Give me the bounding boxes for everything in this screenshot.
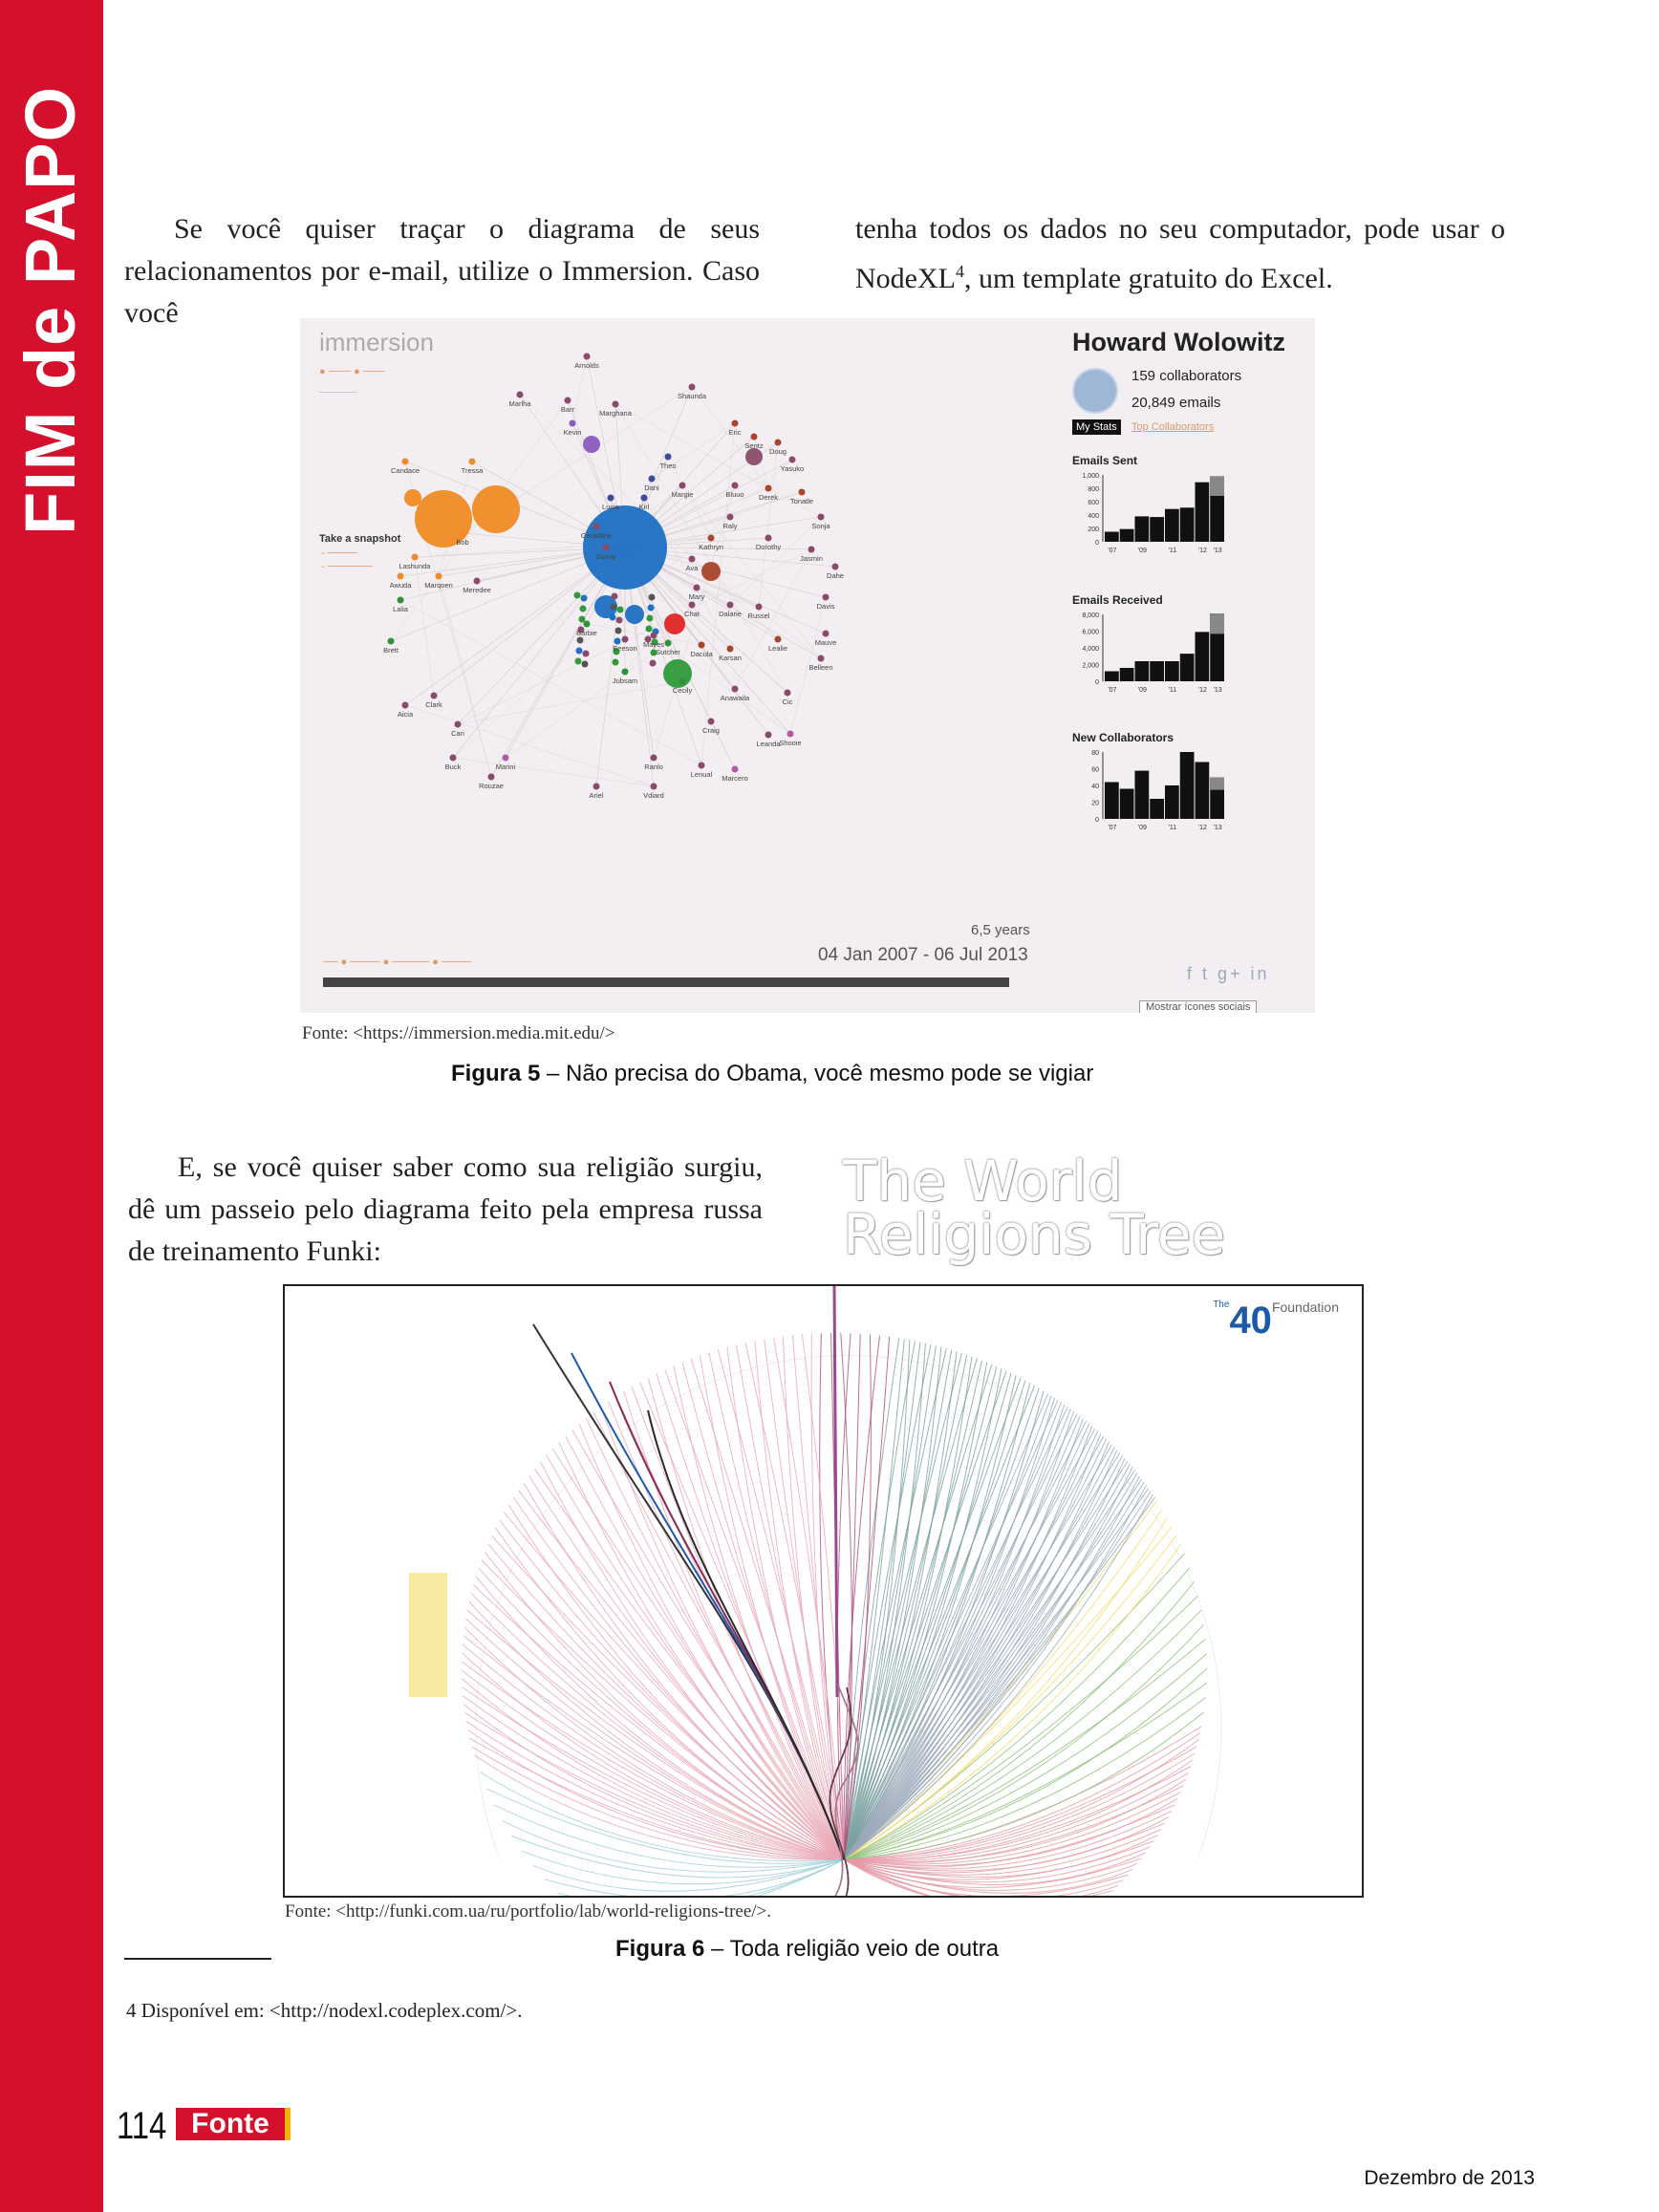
contact-node: [610, 614, 616, 621]
contact-node: [565, 397, 571, 404]
contact-node: [727, 646, 734, 653]
contact-label: Marlha: [508, 399, 531, 408]
contact-label: Karsan: [719, 654, 742, 662]
contact-node: [649, 476, 656, 483]
contact-label: Dalarie: [719, 610, 742, 618]
figure-5-source: Fonte: <https://immersion.media.mit.edu/>: [302, 1023, 615, 1043]
contact-node: [570, 420, 576, 427]
contact-label: Craig: [702, 726, 720, 735]
emails-sent-chart: [1065, 469, 1256, 565]
contact-node: [503, 755, 509, 762]
contact-label: Chat: [684, 610, 700, 618]
chart-title-received: Emails Received: [1072, 593, 1163, 607]
contact-node: [646, 626, 653, 633]
edge: [415, 557, 434, 696]
figure-5-caption-text: – Não precisa do Obama, você mesmo pode se vigiar: [540, 1061, 1094, 1086]
bar: [1196, 483, 1210, 542]
snapshot-label: Take a snapshot: [319, 533, 401, 545]
contact-label: Mary: [688, 592, 705, 601]
chart-title-sent: Emails Sent: [1072, 454, 1138, 467]
religion-branch: [579, 1424, 844, 1859]
contact-node: [732, 686, 739, 693]
contact-label: Jubsam: [612, 676, 638, 685]
edge: [759, 442, 778, 607]
x-tick-label: '09: [1137, 825, 1147, 831]
contact-label: Lashunda: [399, 562, 431, 570]
x-tick-label: '07: [1108, 687, 1117, 694]
immersion-logo: immersion: [319, 328, 434, 356]
contact-node: [775, 440, 782, 446]
contact-bubble: [745, 448, 763, 465]
contact-node: [582, 661, 589, 668]
contact-node: [818, 655, 825, 662]
contact-node: [574, 592, 581, 599]
emails-count: 20,849 emails: [1131, 395, 1221, 411]
contact-node: [436, 573, 442, 580]
contact-node: [583, 651, 590, 657]
contact-bubble: [625, 605, 644, 624]
contact-label: Derek: [758, 493, 779, 502]
bar: [1180, 507, 1195, 542]
x-tick-label: '11: [1168, 548, 1177, 554]
contact-label: Yasuko: [780, 464, 805, 473]
contact-label: Brett: [383, 646, 399, 655]
bar: [1165, 509, 1179, 542]
contact-node: [679, 483, 686, 489]
time-filter-links[interactable]: ── ● ──── ● ───── ● ────: [323, 956, 472, 968]
contact-label: Russel: [747, 612, 770, 620]
contact-node: [641, 495, 648, 502]
figure-6-caption-text: – Toda religião veio de outra: [704, 1936, 1000, 1962]
time-span-dates: 04 Jan 2007 - 06 Jul 2013: [818, 945, 1028, 965]
contact-label: Marcero: [722, 774, 748, 783]
contact-node: [576, 648, 583, 655]
contact-node: [450, 755, 457, 762]
contact-label: Meredee: [463, 586, 491, 594]
figure-6-label: Figura 6: [615, 1936, 705, 1962]
contact-node: [613, 659, 619, 666]
contact-node: [603, 545, 610, 551]
network-graph: [300, 337, 1026, 939]
bar: [1105, 532, 1119, 543]
bar: [1196, 762, 1210, 820]
figure-6-source: Fonte: <http://funki.com.ua/ru/portfolio/lab/world-religions-tree/>.: [285, 1901, 772, 1922]
contact-node: [647, 615, 654, 622]
contact-node: [579, 616, 586, 623]
contact-label: Cari: [451, 729, 464, 738]
bar: [1120, 789, 1134, 820]
contact-label: Eric: [728, 428, 742, 437]
contact-label: Raly: [722, 522, 738, 530]
contact-node: [584, 354, 591, 360]
bar: [1180, 654, 1195, 681]
contact-label: Anawaila: [720, 694, 750, 702]
y-tick-label: 2,000: [1082, 662, 1099, 670]
contact-node: [832, 564, 839, 570]
paragraph-2: E, se você quiser saber como sua religião surgiu, dê um passeio pelo diagrama feito pela empresa russa de treinamento Funki:: [128, 1151, 763, 1267]
contact-label: Ava: [685, 564, 699, 572]
show-social-button[interactable]: Mostrar ícones sociais: [1139, 1000, 1257, 1013]
contact-label: Tonatle: [789, 497, 814, 505]
yellow-root-band: [409, 1573, 447, 1697]
contact-label: Tressa: [461, 466, 484, 475]
contact-bubble: [664, 613, 685, 634]
contact-node: [517, 392, 524, 398]
y-tick-label: 1,000: [1082, 473, 1099, 480]
religion-branch: [511, 1836, 844, 1879]
contact-node: [617, 607, 624, 613]
contact-label: Geraldine: [580, 531, 613, 540]
contact-label: Marini: [495, 762, 516, 771]
contact-node: [765, 535, 772, 542]
contact-node: [689, 384, 696, 391]
contact-label: Lalia: [393, 605, 408, 613]
tree-title: [843, 1149, 1226, 1267]
edge: [439, 576, 491, 777]
contact-label: Kirl: [638, 503, 650, 511]
contact-node: [699, 762, 705, 769]
bar: [1165, 661, 1179, 681]
contact-label: Vdiard: [643, 791, 664, 800]
bar: [1180, 752, 1195, 819]
time-slider[interactable]: [323, 977, 1009, 987]
contact-node: [789, 457, 796, 463]
contact-label: Leanda: [756, 740, 781, 748]
footnote: 4 Disponível em: <http://nodexl.codeplex.com/>.: [126, 1999, 523, 2022]
bar: [1105, 783, 1119, 820]
contact-node: [612, 593, 618, 600]
contact-node: [765, 732, 772, 739]
contact-node: [708, 719, 715, 725]
x-tick-label: '07: [1108, 548, 1117, 554]
contact-node: [584, 621, 591, 628]
contact-label: Beeson: [613, 644, 637, 653]
social-icons[interactable]: f t g+ in: [1187, 964, 1270, 983]
footnote-ref: 4: [955, 262, 964, 281]
contact-label: Doug: [769, 447, 786, 456]
contact-node: [398, 597, 404, 604]
x-tick-label: '13: [1213, 548, 1222, 554]
y-tick-label: 80: [1091, 750, 1099, 757]
contact-node: [799, 489, 806, 496]
contact-bubble: [583, 436, 600, 453]
bar: [1135, 771, 1150, 819]
paragraph-1-right-end: , um template gratuito do Excel.: [963, 263, 1333, 294]
contact-node: [689, 556, 696, 563]
bar: [1165, 785, 1179, 819]
figure-6-caption: [615, 1936, 999, 1963]
page-number: 114: [117, 2105, 167, 2147]
contact-label: Sutcher: [656, 648, 680, 656]
my-stats-button[interactable]: My Stats: [1072, 419, 1121, 435]
contact-node: [756, 604, 763, 611]
contact-node: [708, 535, 715, 542]
contact-label: Buck: [444, 762, 462, 771]
paragraph-1-right-text: tenha todos os dados no seu computador, pode usar o NodeXL: [855, 213, 1505, 294]
edge: [405, 705, 654, 786]
magazine-logo: Fonte: [176, 2108, 291, 2140]
contact-node: [649, 594, 656, 601]
contact-label: Arnolds: [574, 361, 599, 370]
section-title: FIM de PAPO: [11, 85, 90, 535]
contact-label: Margie: [671, 490, 694, 499]
contact-node: [727, 514, 734, 521]
religion-branch: [500, 1520, 844, 1859]
contact-bubble: [472, 485, 520, 533]
contact-bubble: [404, 489, 421, 506]
contact-node: [823, 631, 830, 637]
contact-node: [622, 669, 629, 676]
contact-node: [665, 640, 672, 647]
y-tick-label: 4,000: [1082, 646, 1099, 653]
contact-node: [412, 554, 419, 561]
contact-label: Cecily: [672, 686, 693, 695]
x-tick-label: '12: [1197, 548, 1207, 554]
y-tick-label: 20: [1091, 800, 1099, 807]
figure-5-label: Figura 5: [451, 1061, 541, 1086]
contact-node: [469, 459, 476, 465]
contact-node: [402, 702, 409, 709]
bar: [1150, 517, 1164, 542]
y-tick-label: 800: [1088, 486, 1099, 493]
foundation-prefix: The: [1213, 1299, 1230, 1310]
contact-node: [751, 434, 758, 440]
contact-label: Jasmin: [800, 554, 823, 563]
contact-label: Sonja: [811, 522, 830, 530]
bar: [1135, 661, 1150, 681]
x-tick-label: '12: [1197, 825, 1207, 831]
contact-node: [732, 483, 739, 489]
emails-received-chart: [1065, 609, 1256, 704]
contact-label: Ranlo: [644, 762, 663, 771]
contact-label: Dorothy: [755, 543, 782, 551]
religions-tree-diagram: [285, 1286, 1362, 1896]
contact-label: Lucia: [602, 503, 619, 511]
x-tick-label: '13: [1213, 825, 1222, 831]
edge: [458, 681, 682, 724]
contact-node: [616, 617, 623, 624]
contact-node: [765, 485, 772, 492]
contact-node: [694, 585, 700, 591]
contact-label: Shooie: [779, 739, 802, 747]
contact-node: [611, 604, 617, 611]
religions-tree-figure: [283, 1284, 1364, 1898]
x-tick-label: '11: [1168, 687, 1177, 694]
contact-node: [615, 628, 622, 634]
foundation-word: Foundation: [1271, 1299, 1339, 1315]
figure-5-caption: [451, 1061, 1093, 1087]
contact-node: [775, 636, 782, 643]
contact-label: Dahe: [827, 571, 844, 580]
bar-highlight: [1210, 613, 1224, 634]
religion-branch: [844, 1398, 1055, 1859]
contact-label: Awuda: [389, 581, 412, 590]
y-tick-label: 60: [1091, 766, 1099, 774]
contact-label: Dacula: [690, 650, 713, 658]
contact-node: [679, 678, 686, 685]
religion-branch: [841, 1333, 852, 1859]
contact-label: Rouzae: [479, 782, 504, 790]
major-branch: [610, 1382, 844, 1859]
contact-node: [575, 658, 582, 665]
chart-title-collaborators: New Collaborators: [1072, 731, 1174, 744]
contact-label: Marghana: [599, 409, 632, 418]
contact-node: [732, 766, 739, 773]
contact-node: [608, 495, 614, 502]
edge: [735, 549, 811, 689]
contact-node: [699, 642, 705, 649]
contact-node: [650, 660, 657, 667]
y-tick-label: 0: [1095, 817, 1099, 824]
contact-node: [402, 459, 409, 465]
contact-label: Lenual: [690, 770, 713, 779]
contact-label: Davis: [816, 602, 835, 611]
paragraph-1-left: Se você quiser traçar o diagrama de seus relacionamentos por e-mail, utilize o Immersion. Caso você: [124, 213, 760, 329]
paragraph-1-right: [855, 208, 1505, 300]
religion-branch: [532, 1859, 844, 1891]
contact-node: [651, 755, 657, 762]
contact-label: Kathryn: [699, 543, 723, 551]
collaborators-link[interactable]: Top Collaborators: [1131, 421, 1215, 433]
new-collaborators-chart: [1065, 746, 1256, 842]
contact-label: Mayes: [642, 640, 665, 649]
contact-label: Bluuo: [725, 490, 744, 499]
bar: [1135, 516, 1150, 542]
contact-label: Cic: [782, 698, 793, 706]
contact-node: [732, 420, 739, 427]
contact-node: [818, 514, 825, 521]
contact-label: Theo: [659, 462, 677, 470]
x-tick-label: '13: [1213, 687, 1222, 694]
x-tick-label: '12: [1197, 687, 1207, 694]
contact-node: [388, 638, 395, 645]
contact-node: [665, 454, 672, 461]
contact-node: [474, 578, 481, 585]
contact-node: [488, 774, 495, 781]
issue-date: Dezembro de 2013: [1364, 2167, 1535, 2189]
y-tick-label: 0: [1095, 679, 1099, 686]
y-tick-label: 200: [1088, 526, 1099, 533]
contact-node: [785, 690, 791, 697]
contact-node: [727, 602, 734, 609]
central-strand: [834, 1286, 837, 1697]
foundation-number: 40: [1229, 1299, 1272, 1342]
y-tick-label: 6,000: [1082, 629, 1099, 636]
y-tick-label: 40: [1091, 784, 1099, 790]
bar: [1196, 632, 1210, 681]
bar: [1120, 668, 1134, 681]
contact-node: [577, 637, 584, 644]
edge: [397, 600, 701, 765]
footnote-rule: [124, 1958, 271, 1960]
contact-label: Sentz: [744, 441, 764, 450]
tree-title-line-2: Religions Tree: [843, 1202, 1226, 1267]
contact-label: Mauve: [814, 638, 837, 647]
contact-label: Barbie: [576, 629, 597, 637]
immersion-screenshot: [300, 318, 1315, 1013]
foundation-logo: [1213, 1299, 1339, 1342]
snapshot-without-labels[interactable]: - ──────: [321, 561, 373, 572]
y-tick-label: 600: [1088, 500, 1099, 506]
contact-label: Sunny: [595, 552, 616, 561]
contact-label: Clark: [425, 700, 442, 709]
contact-node: [651, 633, 657, 639]
tree-title-line-1: The World: [843, 1149, 1123, 1213]
collaborators-count: 159 collaborators: [1131, 368, 1242, 384]
contact-label: Aicia: [397, 710, 414, 719]
contact-label: Ariel: [589, 791, 604, 800]
religion-branch: [844, 1385, 1035, 1859]
contact-bubble: [663, 659, 692, 688]
y-tick-label: 0: [1095, 540, 1099, 547]
bar-highlight: [1210, 778, 1224, 790]
contact-node: [689, 602, 696, 609]
contact-label: Candace: [390, 466, 420, 475]
contact-bubble: [580, 505, 667, 590]
contact-node: [823, 594, 830, 601]
religion-branch: [572, 1429, 844, 1859]
contact-label: Lealie: [767, 644, 788, 653]
y-tick-label: 400: [1088, 513, 1099, 520]
contact-label: Barr: [560, 405, 575, 414]
bar-highlight: [1210, 476, 1224, 496]
contact-node: [580, 606, 587, 612]
lookup-field[interactable]: ─────: [319, 387, 356, 398]
profile-avatar: [1072, 368, 1118, 414]
contact-label: Dani: [644, 483, 659, 492]
contact-node: [593, 524, 600, 530]
contact-node: [613, 401, 619, 408]
contact-node: [593, 784, 600, 790]
contact-bubble: [701, 562, 721, 581]
contact-node: [431, 693, 438, 699]
profile-name: Howard Wolowitz: [1072, 328, 1285, 356]
contact-node: [581, 595, 588, 602]
contact-label: Marqoen: [424, 581, 453, 590]
y-tick-label: 8,000: [1082, 612, 1099, 619]
bar: [1120, 529, 1134, 542]
top-links[interactable]: ● ─── ● ───: [319, 366, 386, 377]
contact-label: Bob: [456, 538, 469, 547]
contact-node: [651, 784, 657, 790]
contact-node: [648, 605, 655, 612]
contact-node: [787, 731, 794, 738]
sidebar-band: [0, 0, 103, 2212]
x-tick-label: '09: [1137, 687, 1147, 694]
time-span-years: 6,5 years: [971, 922, 1030, 938]
contact-label: Shaunda: [677, 392, 707, 400]
contact-node: [622, 636, 629, 643]
x-tick-label: '09: [1137, 548, 1147, 554]
x-tick-label: '11: [1168, 825, 1177, 831]
bar: [1105, 672, 1119, 682]
x-tick-label: '07: [1108, 825, 1117, 831]
contact-node: [808, 547, 815, 553]
contact-label: Kevin: [563, 428, 582, 437]
snapshot-with-labels[interactable]: - ────: [321, 548, 357, 559]
contact-label: Belleen: [808, 663, 833, 672]
bar: [1150, 799, 1164, 819]
contact-node: [398, 573, 404, 580]
contact-node: [460, 530, 466, 537]
bar: [1150, 661, 1164, 681]
contact-node: [455, 721, 462, 728]
